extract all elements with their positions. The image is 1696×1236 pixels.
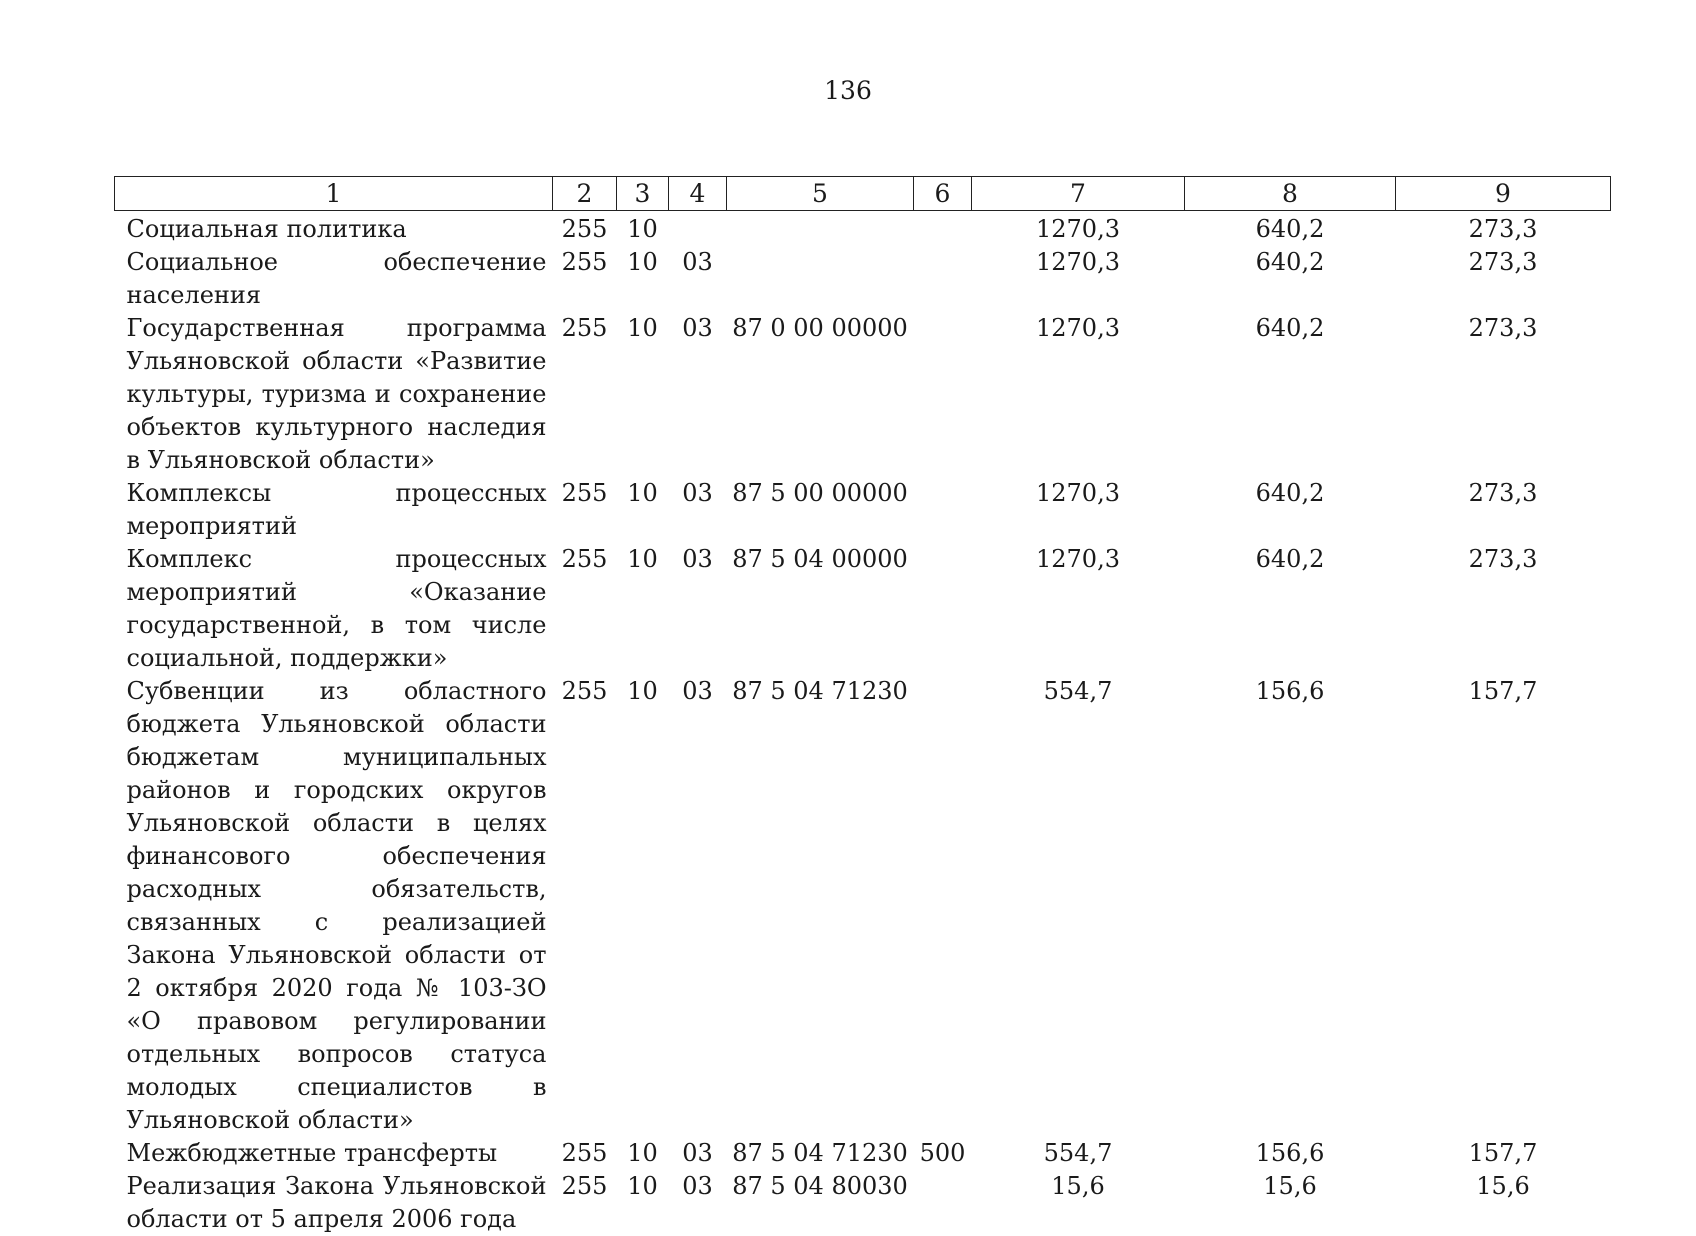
column-header-8: 8: [1185, 177, 1396, 211]
column-header-9: 9: [1396, 177, 1611, 211]
page-number: 136: [0, 76, 1696, 106]
target-article-cell: 87 5 04 71230: [727, 1137, 914, 1170]
amount-col7-cell: 1270,3: [972, 246, 1185, 312]
admin-code-cell: 255: [553, 477, 617, 543]
table-row: [115, 1170, 1611, 1236]
row-name-cell: Реализация Закона Ульяновской области от 5 апреля 2006 года: [115, 1170, 553, 1236]
amount-col7-cell: 1270,3: [972, 211, 1185, 247]
admin-code-cell: 255: [553, 211, 617, 247]
target-article-cell: 87 5 04 00000: [727, 543, 914, 675]
amount-col9-cell: 273,3: [1396, 477, 1611, 543]
expense-type-cell: [914, 312, 972, 477]
table-row: [115, 675, 1611, 1137]
admin-code-cell: 255: [553, 1137, 617, 1170]
section-cell: 10: [617, 312, 669, 477]
section-cell: 10: [617, 543, 669, 675]
subsection-cell: 03: [669, 477, 727, 543]
amount-col8-cell: 156,6: [1185, 1137, 1396, 1170]
target-article-cell: 87 5 04 71230: [727, 675, 914, 1137]
section-cell: 10: [617, 211, 669, 247]
column-header-6: 6: [914, 177, 972, 211]
amount-col8-cell: 640,2: [1185, 312, 1396, 477]
row-name-cell: Комплексы процессных мероприятий: [115, 477, 553, 543]
table-body: [115, 211, 1611, 1236]
table-row: [115, 1137, 1611, 1170]
amount-col7-cell: 1270,3: [972, 543, 1185, 675]
row-name-cell: Социальная политика: [115, 211, 553, 247]
table-row: [115, 246, 1611, 312]
amount-col9-cell: 157,7: [1396, 675, 1611, 1137]
amount-col7-cell: 554,7: [972, 1137, 1185, 1170]
column-header-7: 7: [972, 177, 1185, 211]
row-name-cell: Комплекс процессных мероприятий «Оказание государственной, в том числе социальной, поддержки»: [115, 543, 553, 675]
amount-col8-cell: 640,2: [1185, 543, 1396, 675]
amount-col9-cell: 273,3: [1396, 543, 1611, 675]
column-header-4: 4: [669, 177, 727, 211]
expense-type-cell: [914, 211, 972, 247]
subsection-cell: 03: [669, 1170, 727, 1236]
subsection-cell: [669, 211, 727, 247]
table-row: [115, 543, 1611, 675]
admin-code-cell: 255: [553, 312, 617, 477]
amount-col9-cell: 273,3: [1396, 246, 1611, 312]
admin-code-cell: 255: [553, 543, 617, 675]
section-cell: 10: [617, 1137, 669, 1170]
expense-type-cell: [914, 1170, 972, 1236]
table-header: [115, 177, 1611, 211]
amount-col7-cell: 1270,3: [972, 312, 1185, 477]
admin-code-cell: 255: [553, 246, 617, 312]
amount-col9-cell: 273,3: [1396, 211, 1611, 247]
section-cell: 10: [617, 675, 669, 1137]
section-cell: 10: [617, 1170, 669, 1236]
header-row: [115, 177, 1611, 211]
amount-col9-cell: 15,6: [1396, 1170, 1611, 1236]
column-header-1: 1: [115, 177, 553, 211]
row-name-cell: Государственная программа Ульяновской области «Развитие культуры, туризма и сохранение объектов культурного наследия в Ульяновской области»: [115, 312, 553, 477]
amount-col8-cell: 156,6: [1185, 675, 1396, 1137]
target-article-cell: 87 5 04 80030: [727, 1170, 914, 1236]
amount-col7-cell: 554,7: [972, 675, 1185, 1137]
amount-col9-cell: 157,7: [1396, 1137, 1611, 1170]
amount-col8-cell: 15,6: [1185, 1170, 1396, 1236]
admin-code-cell: 255: [553, 675, 617, 1137]
table-row: [115, 477, 1611, 543]
column-header-3: 3: [617, 177, 669, 211]
subsection-cell: 03: [669, 312, 727, 477]
expense-type-cell: [914, 246, 972, 312]
subsection-cell: 03: [669, 1137, 727, 1170]
row-name-cell: Субвенции из областного бюджета Ульяновской области бюджетам муниципальных районов и городских округов Ульяновской области в целях финансового обеспечения расходных обязательств, связанных с реализацией Закона Ульяновской области от 2 октября 2020 года № 103-ЗО «О правовом регулировании отдельных вопросов статуса молодых специалистов в Ульяновской области»: [115, 675, 553, 1137]
amount-col9-cell: 273,3: [1396, 312, 1611, 477]
table-row: [115, 211, 1611, 247]
subsection-cell: 03: [669, 246, 727, 312]
amount-col8-cell: 640,2: [1185, 246, 1396, 312]
target-article-cell: 87 0 00 00000: [727, 312, 914, 477]
column-header-2: 2: [553, 177, 617, 211]
amount-col7-cell: 15,6: [972, 1170, 1185, 1236]
row-name-cell: Межбюджетные трансферты: [115, 1137, 553, 1170]
target-article-cell: [727, 246, 914, 312]
subsection-cell: 03: [669, 675, 727, 1137]
budget-table: [114, 176, 1611, 1236]
subsection-cell: 03: [669, 543, 727, 675]
expense-type-cell: [914, 477, 972, 543]
target-article-cell: 87 5 00 00000: [727, 477, 914, 543]
table-row: [115, 312, 1611, 477]
admin-code-cell: 255: [553, 1170, 617, 1236]
amount-col8-cell: 640,2: [1185, 477, 1396, 543]
row-name-cell: Социальное обеспечение населения: [115, 246, 553, 312]
section-cell: 10: [617, 246, 669, 312]
column-header-5: 5: [727, 177, 914, 211]
expense-type-cell: 500: [914, 1137, 972, 1170]
target-article-cell: [727, 211, 914, 247]
section-cell: 10: [617, 477, 669, 543]
amount-col8-cell: 640,2: [1185, 211, 1396, 247]
expense-type-cell: [914, 675, 972, 1137]
expense-type-cell: [914, 543, 972, 675]
amount-col7-cell: 1270,3: [972, 477, 1185, 543]
